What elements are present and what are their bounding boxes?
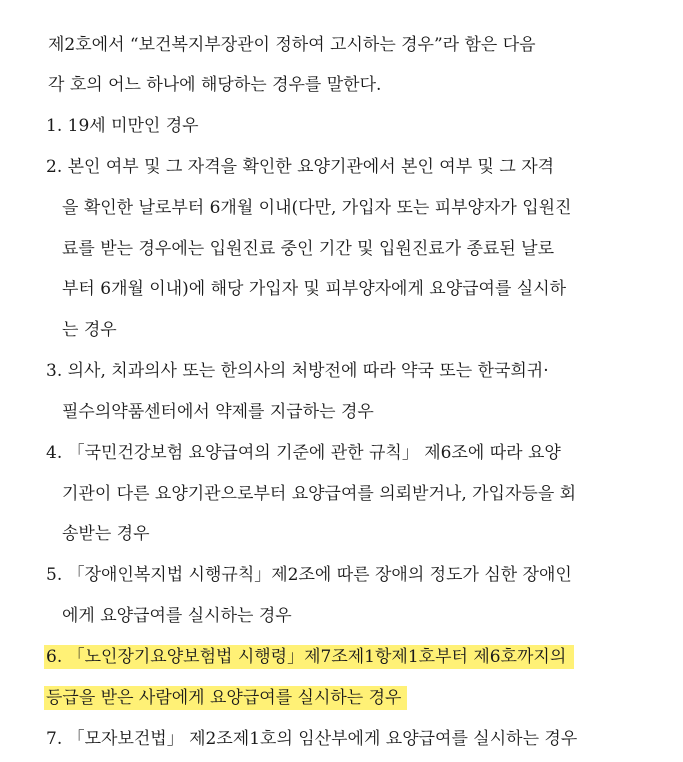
list-item-2-line-2: 을 확인한 날로부터 6개월 이내(다만, 가입자 또는 피부양자가 입원진: [62, 198, 572, 218]
intro-line-1: 제2호에서 “보건복지부장관이 정하여 고시하는 경우”라 함은 다음: [48, 35, 536, 55]
list-item-5-line-1: 5. 「장애인복지법 시행규칙」제2조에 따른 장애의 정도가 심한 장애인: [46, 565, 572, 585]
list-item-6-line-1-highlighted: 6. 「노인장기요양보험법 시행령」제7조제1항제1호부터 제6호까지의: [44, 645, 574, 669]
list-item-4-line-2: 기관이 다른 요양기관으로부터 요양급여를 의뢰받거나, 가입자등을 회: [62, 484, 577, 504]
list-item-6-line-2-highlighted: 등급을 받은 사람에게 요양급여를 실시하는 경우: [44, 686, 407, 710]
list-item-3-line-1: 3. 의사, 치과의사 또는 한의사의 처방전에 따라 약국 또는 한국희귀·: [46, 361, 549, 381]
list-item-3-line-2: 필수의약품센터에서 약제를 지급하는 경우: [62, 402, 374, 422]
list-item-2-line-4: 부터 6개월 이내)에 해당 가입자 및 피부양자에게 요양급여를 실시하: [62, 279, 567, 299]
list-item-1: 1. 19세 미만인 경우: [46, 116, 199, 136]
list-item-2-line-1: 2. 본인 여부 및 그 자격을 확인한 요양기관에서 본인 여부 및 그 자격: [46, 157, 555, 177]
list-item-5-line-2: 에게 요양급여를 실시하는 경우: [62, 606, 292, 626]
list-item-4-line-1: 4. 「국민건강보험 요양급여의 기준에 관한 규칙」 제6조에 따라 요양: [46, 443, 561, 463]
intro-line-2: 각 호의 어느 하나에 해당하는 경우를 말한다.: [48, 75, 382, 95]
list-item-2-line-3: 료를 받는 경우에는 입원진료 중인 기간 및 입원진료가 종료된 날로: [62, 239, 555, 259]
list-item-7: 7. 「모자보건법」 제2조제1호의 임산부에게 요양급여를 실시하는 경우: [46, 729, 578, 749]
list-item-4-line-3: 송받는 경우: [62, 524, 150, 544]
list-item-2-line-5: 는 경우: [62, 320, 117, 340]
